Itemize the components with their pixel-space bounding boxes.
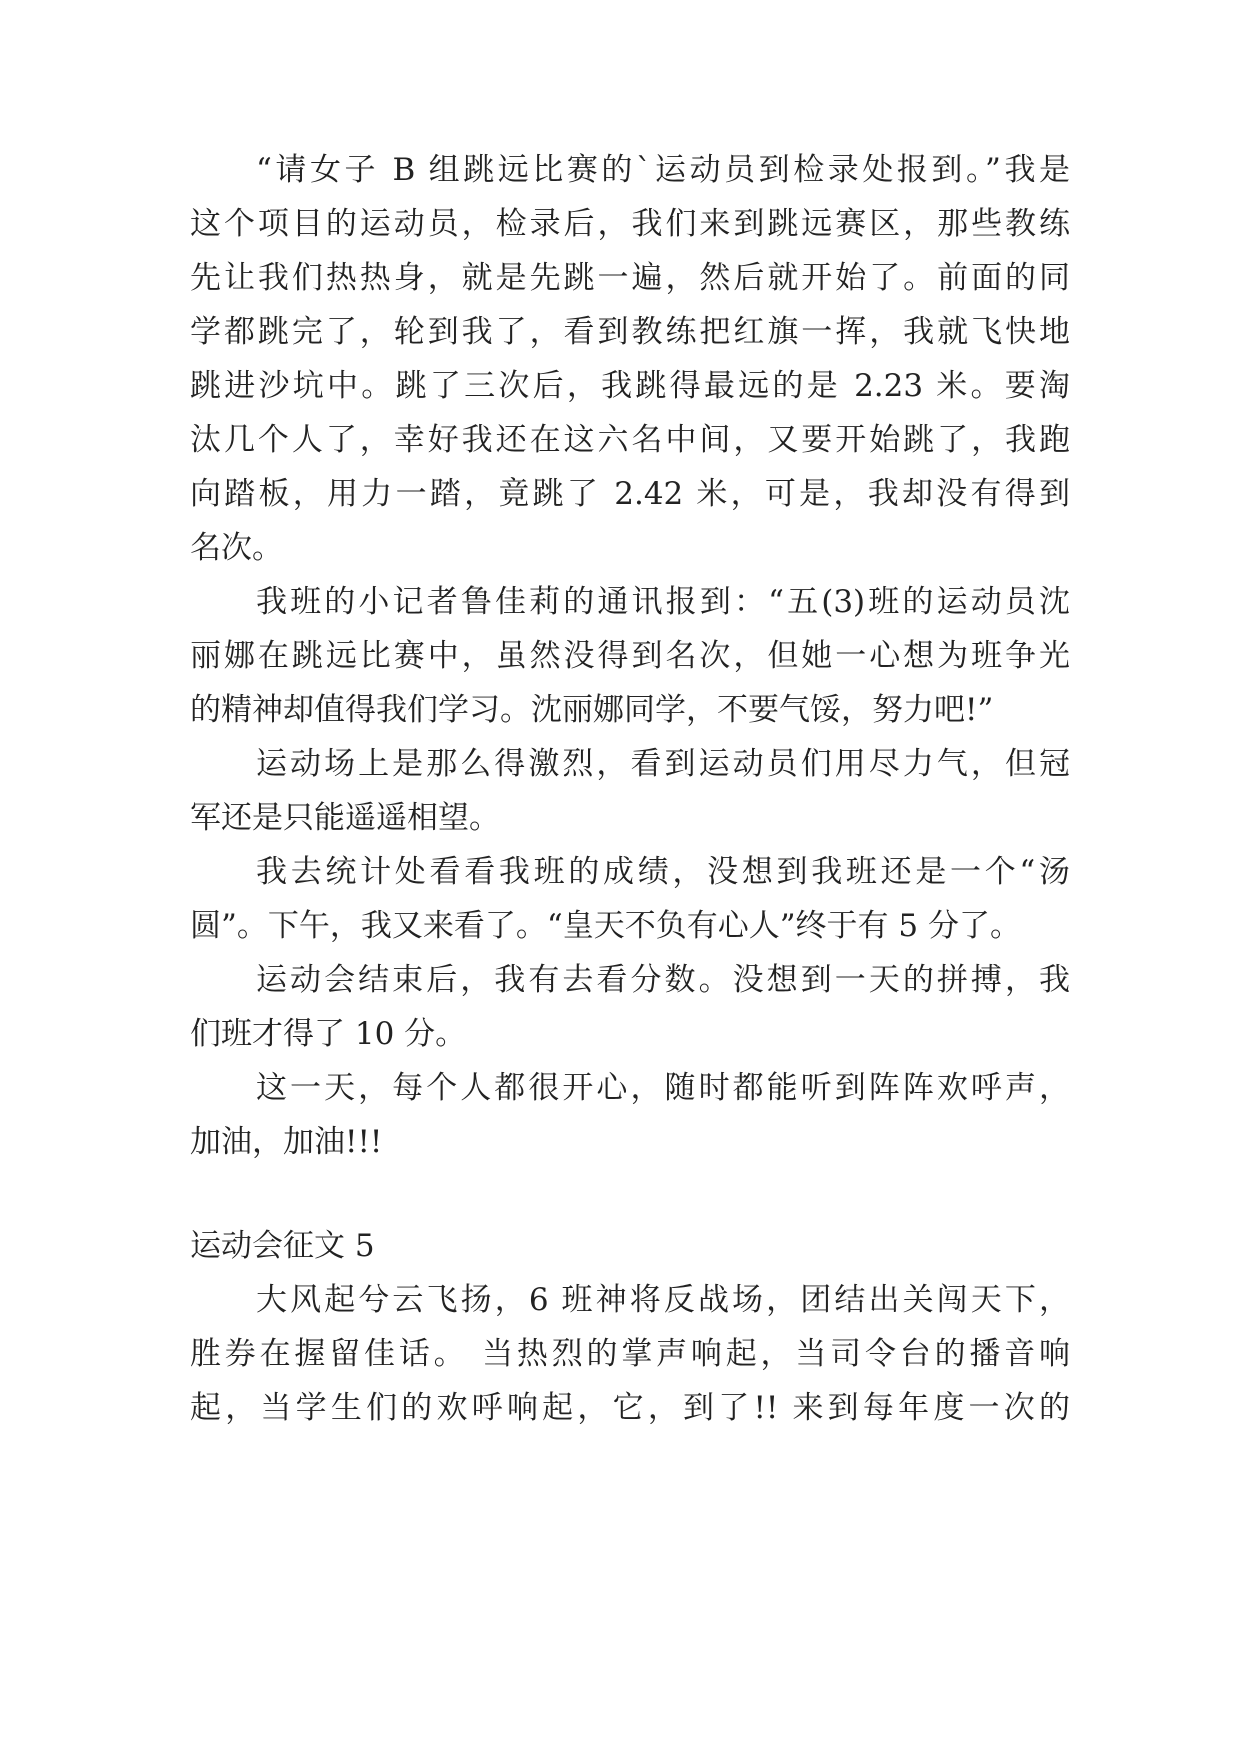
paragraph-line: 起，当学生们的欢呼响起，它，到了!! 来到每年度一次的 [190,1390,1070,1426]
paragraph-line: 汰几个人了，幸好我还在这六名中间，又要开始跳了，我跑 [190,422,1070,458]
paragraph-line: 运动会结束后，我有去看分数。没想到一天的拼搏，我 [256,962,1070,998]
paragraph-line: 跳进沙坑中。跳了三次后，我跳得最远的是 2.23 米。要淘 [190,368,1070,404]
paragraph-line: “请女子 B 组跳远比赛的`运动员到检录处报到。”我是 [256,152,1070,188]
paragraph-line: 加油，加油!!! [190,1124,383,1160]
paragraph-line: 运动场上是那么得激烈，看到运动员们用尽力气，但冠 [256,746,1070,782]
paragraph-line: 这一天，每个人都很开心，随时都能听到阵阵欢呼声， [256,1070,1070,1106]
paragraph-line: 先让我们热热身，就是先跳一遍，然后就开始了。前面的同 [190,260,1070,296]
paragraph-line: 军还是只能遥遥相望。 [190,800,500,836]
paragraph-line: 学都跳完了，轮到我了，看到教练把红旗一挥，我就飞快地 [190,314,1070,350]
paragraph-line: 大风起兮云飞扬，6 班神将反战场，团结出关闯天下， [256,1282,1070,1318]
paragraph-line: 名次。 [190,530,283,566]
section-heading: 运动会征文 5 [190,1228,375,1264]
paragraph-line: 的精神却值得我们学习。沈丽娜同学，不要气馁，努力吧!” [190,692,994,728]
paragraph-line: 丽娜在跳远比赛中，虽然没得到名次，但她一心想为班争光 [190,638,1070,674]
paragraph-line: 胜券在握留佳话。 当热烈的掌声响起，当司令台的播音响 [190,1336,1070,1372]
paragraph-line: 我去统计处看看我班的成绩，没想到我班还是一个“汤 [256,854,1070,890]
paragraph-line: 们班才得了 10 分。 [190,1016,467,1052]
paragraph-line: 圆”。下午，我又来看了。“皇天不负有心人”终于有 5 分了。 [190,908,1021,944]
paragraph-line: 向踏板，用力一踏，竟跳了 2.42 米，可是，我却没有得到 [190,476,1070,512]
paragraph-line: 我班的小记者鲁佳莉的通讯报到：“五(3)班的运动员沈 [256,584,1070,620]
paragraph-line: 这个项目的运动员，检录后，我们来到跳远赛区，那些教练 [190,206,1070,242]
